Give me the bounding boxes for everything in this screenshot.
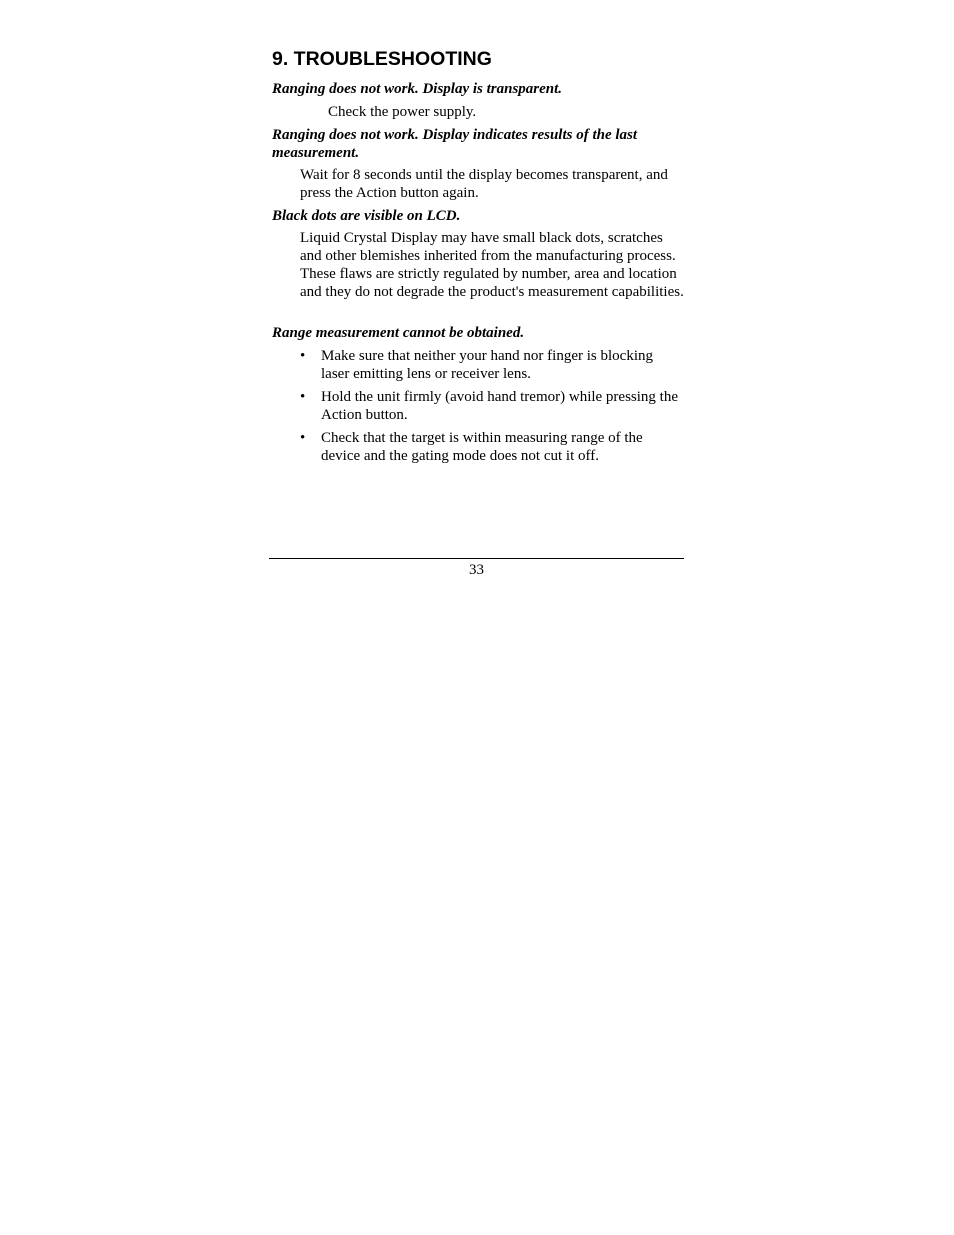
bullet-text: Hold the unit firmly (avoid hand tremor) while pressing the Action button.: [321, 389, 679, 423]
page-number: 33: [469, 562, 484, 578]
section-heading: 9. TROUBLESHOOTING: [272, 48, 492, 70]
solution-bullet-list: [300, 347, 684, 470]
bullet-icon: •: [300, 389, 306, 405]
list-item: [300, 429, 684, 465]
solution-wait-8-seconds: Wait for 8 seconds until the display becomes transparent, and press the Action button again.: [300, 167, 668, 201]
list-item: [300, 347, 684, 383]
bullet-text: Make sure that neither your hand nor finger is blocking laser emitting lens or receiver lens.: [321, 348, 653, 382]
issue-heading-last-result: Ranging does not work. Display indicates results of the last measurement.: [272, 127, 638, 161]
solution-lcd-blemishes: Liquid Crystal Display may have small black dots, scratches and other blemishes inherited from the manufacturing process. These flaws are strictly regulated by number, area and location and they do not degrade the product's measurement capabilities.: [300, 230, 684, 300]
bullet-icon: •: [300, 348, 306, 364]
list-item: [300, 388, 684, 424]
solution-check-power: Check the power supply.: [328, 104, 477, 120]
footer-divider: [269, 558, 684, 559]
issue-heading-black-dots: Black dots are visible on LCD.: [272, 208, 461, 224]
bullet-icon: •: [300, 430, 306, 446]
bullet-text: Check that the target is within measuring range of the device and the gating mode does not cut it off.: [321, 430, 643, 464]
issue-heading-no-measurement: Range measurement cannot be obtained.: [272, 325, 525, 341]
issue-heading-display-transparent: Ranging does not work. Display is transparent.: [272, 81, 563, 97]
